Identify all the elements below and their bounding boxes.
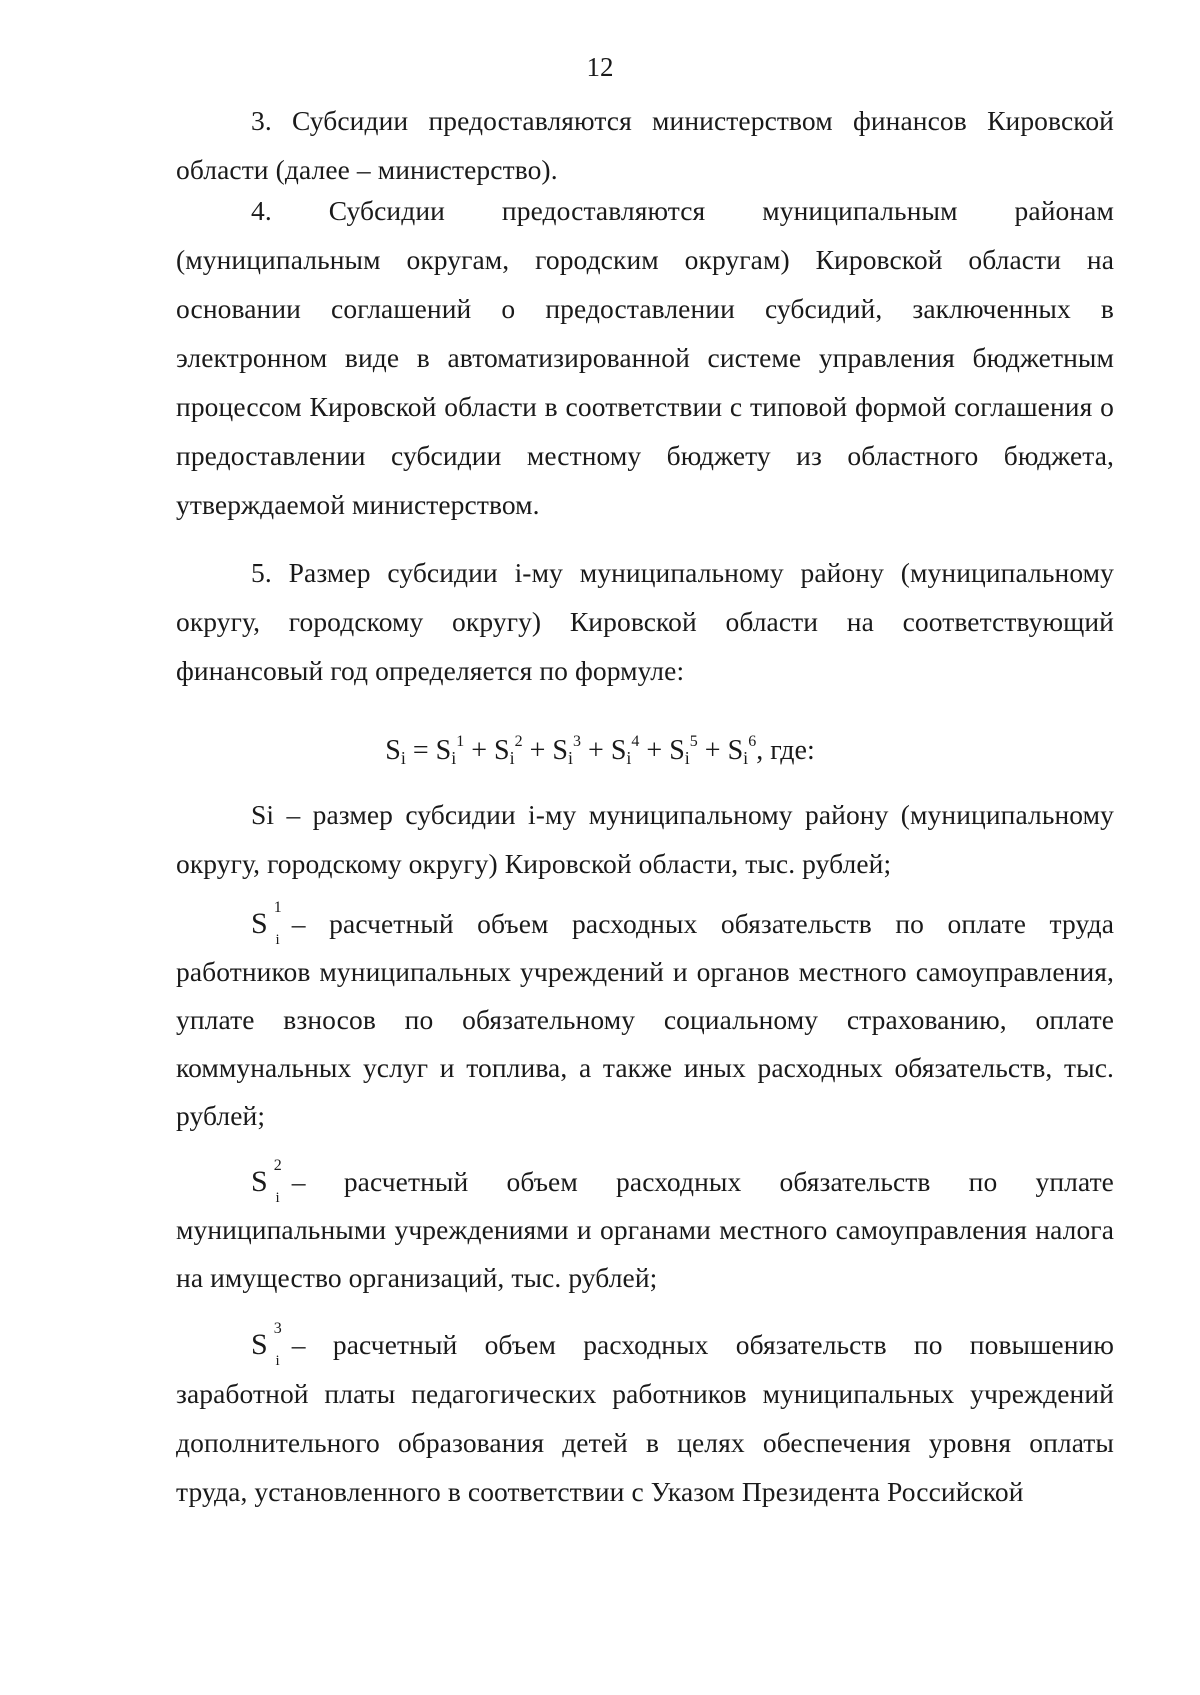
variable-s2: S 2 i (251, 1157, 282, 1206)
definition-si: Si – размер субсидии i-му муниципальному району (муниципальному округу, городскому округу) Кировской области, тыс. рублей; (176, 799, 1114, 879)
paragraph-4: 4. Субсидии предоставляются муниципальным районам (муниципальным округам, городским округам) Кировской области на основании соглашений о предоставлении субсидий, заключенных в электронном виде в автоматизированной системе управления бюджетным процессом Кировской области в соответствии с типовой формой соглашения о предоставлении субсидии местному бюджету из областного бюджета, утверждаемой министерством. (176, 195, 1114, 520)
variable-s3: S 3 i (251, 1320, 282, 1369)
definition-s1: S 1 i – расчетный объем расходных обязательств по оплате труда работников муниципальных учреждений и органов местного самоуправления, уплате взносов по обязательному социальному страхованию, оплате коммунальных услуг и топлива, а также иных расходных обязательств, тыс. рублей; (176, 899, 1114, 1131)
paragraph-5: 5. Размер субсидии i-му муниципальному району (муниципальному округу, городскому округу) Кировской области на соответствующий финансовый год определяется по формуле: (176, 557, 1114, 686)
definition-s3: S 3 i – расчетный объем расходных обязательств по повышению заработной платы педагогических работников муниципальных учреждений дополнительного образования детей в целях обеспечения уровня оплаты труда, установленного в соответствии с Указом Президента Российской (176, 1320, 1114, 1507)
paragraph-3: 3. Субсидии предоставляются министерством финансов Кировской области (далее – министерство). (176, 105, 1114, 185)
variable-s1: S 1 i (251, 899, 282, 948)
subsidy-formula: $S_i = S_i^1 + S_i^2 + S_i^3 + S_i^4 + S_i^5 + S_i^6$, где: (385, 733, 815, 768)
definition-s2: S 2 i – расчетный объем расходных обязательств по уплате муниципальными учреждениями и органами местного самоуправления налога на имущество организаций, тыс. рублей; (176, 1157, 1114, 1293)
page-number: 12 (586, 52, 614, 82)
